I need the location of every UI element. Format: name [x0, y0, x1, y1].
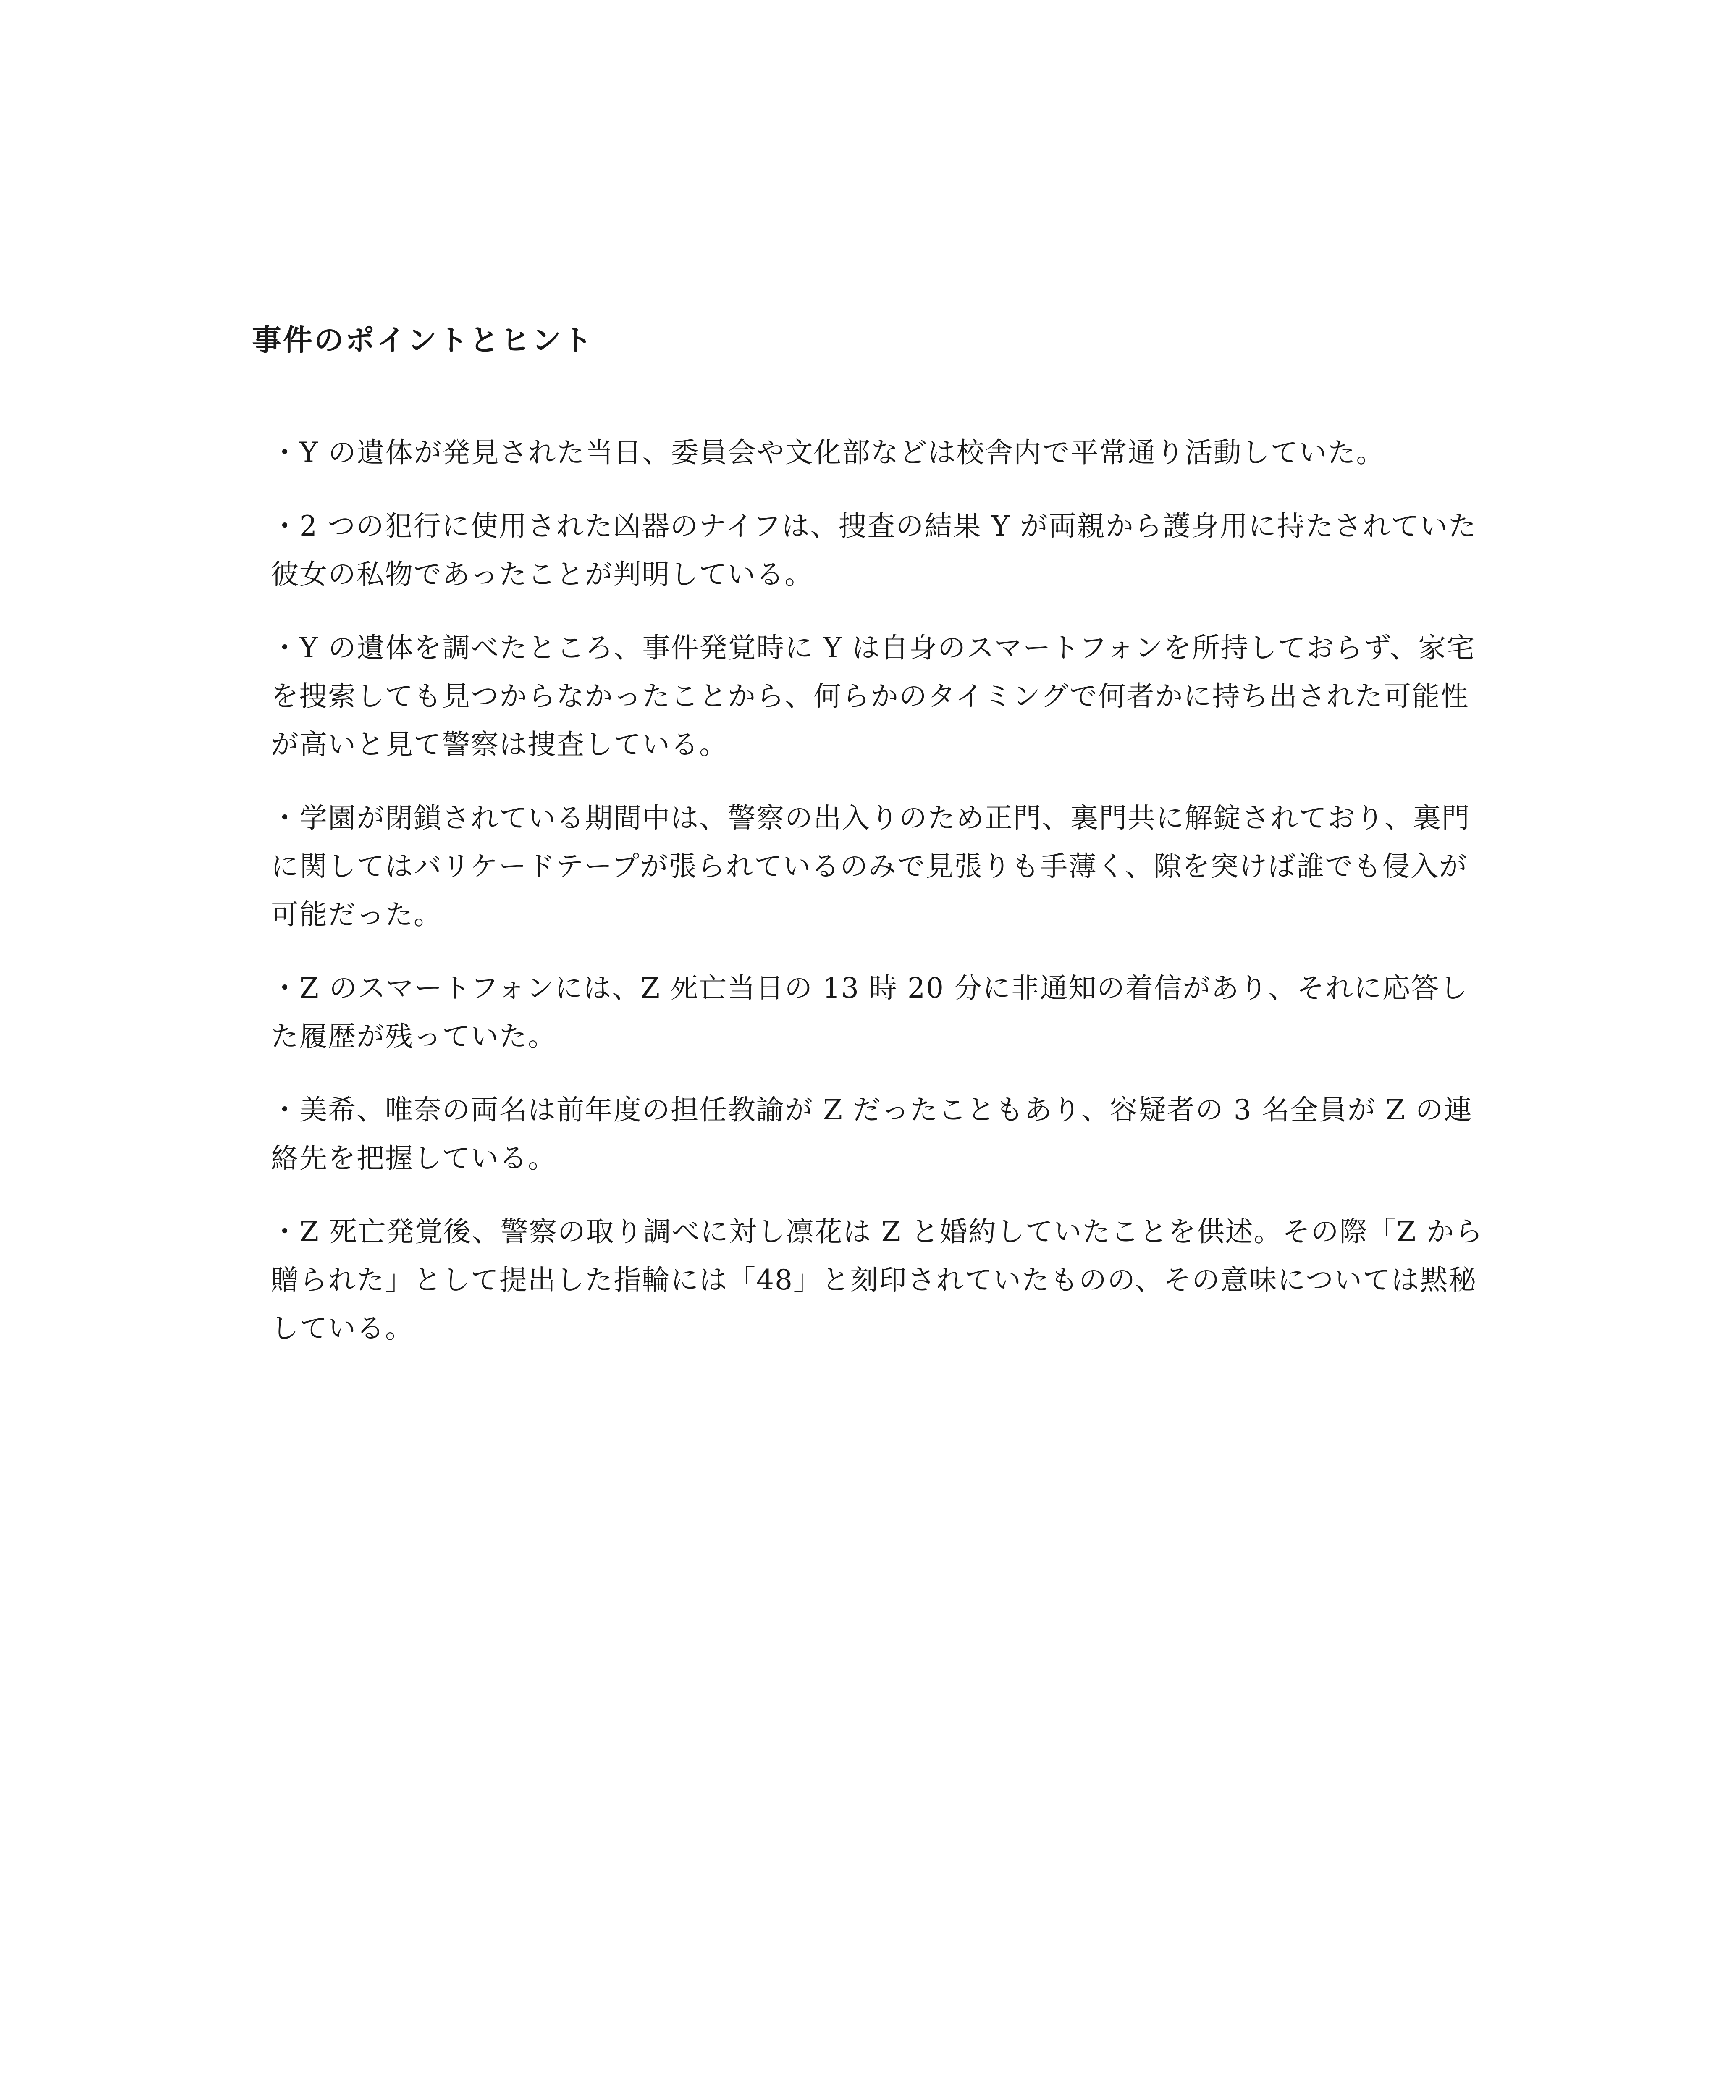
hint-item: ・2 つの犯行に使用された凶器のナイフは、捜査の結果 Y が両親から護身用に持たされていた彼女の私物であったことが判明している。 [271, 510, 1477, 591]
hint-item: ・美希、唯奈の両名は前年度の担任教諭が Z だったこともあり、容疑者の 3 名全員が Z の連絡先を把握している。 [271, 1094, 1473, 1174]
hint-item: ・Y の遺体が発見された当日、委員会や文化部などは校舎内で平常通り活動していた。 [271, 436, 1385, 469]
hint-item: ・Y の遺体を調べたところ、事件発覚時に Y は自身のスマートフォンを所持しておらず、家宅を捜索しても見つからなかったことから、何らかのタイミングで何者かに持ち出された可能性が高いと見て警察は捜査している。 [271, 632, 1476, 761]
hint-list [271, 428, 1489, 1378]
section-heading: 事件のポイントとヒント [252, 323, 594, 357]
hint-item: ・Z 死亡発覚後、警察の取り調べに対し凛花は Z と婚約していたことを供述。その際「Z から贈られた」として提出した指輪には「48」と刻印されていたものの、その意味については黙秘している。 [271, 1215, 1484, 1344]
hint-item: ・Z のスマートフォンには、Z 死亡当日の 13 時 20 分に非通知の着信があり、それに応答した履歴が残っていた。 [271, 972, 1468, 1053]
hint-item: ・学園が閉鎖されている期間中は、警察の出入りのため正門、裏門共に解錠されており、裏門に関してはバリケードテープが張られているのみで見張りも手薄く、隙を突けば誰でも侵入が可能だった。 [271, 802, 1470, 931]
